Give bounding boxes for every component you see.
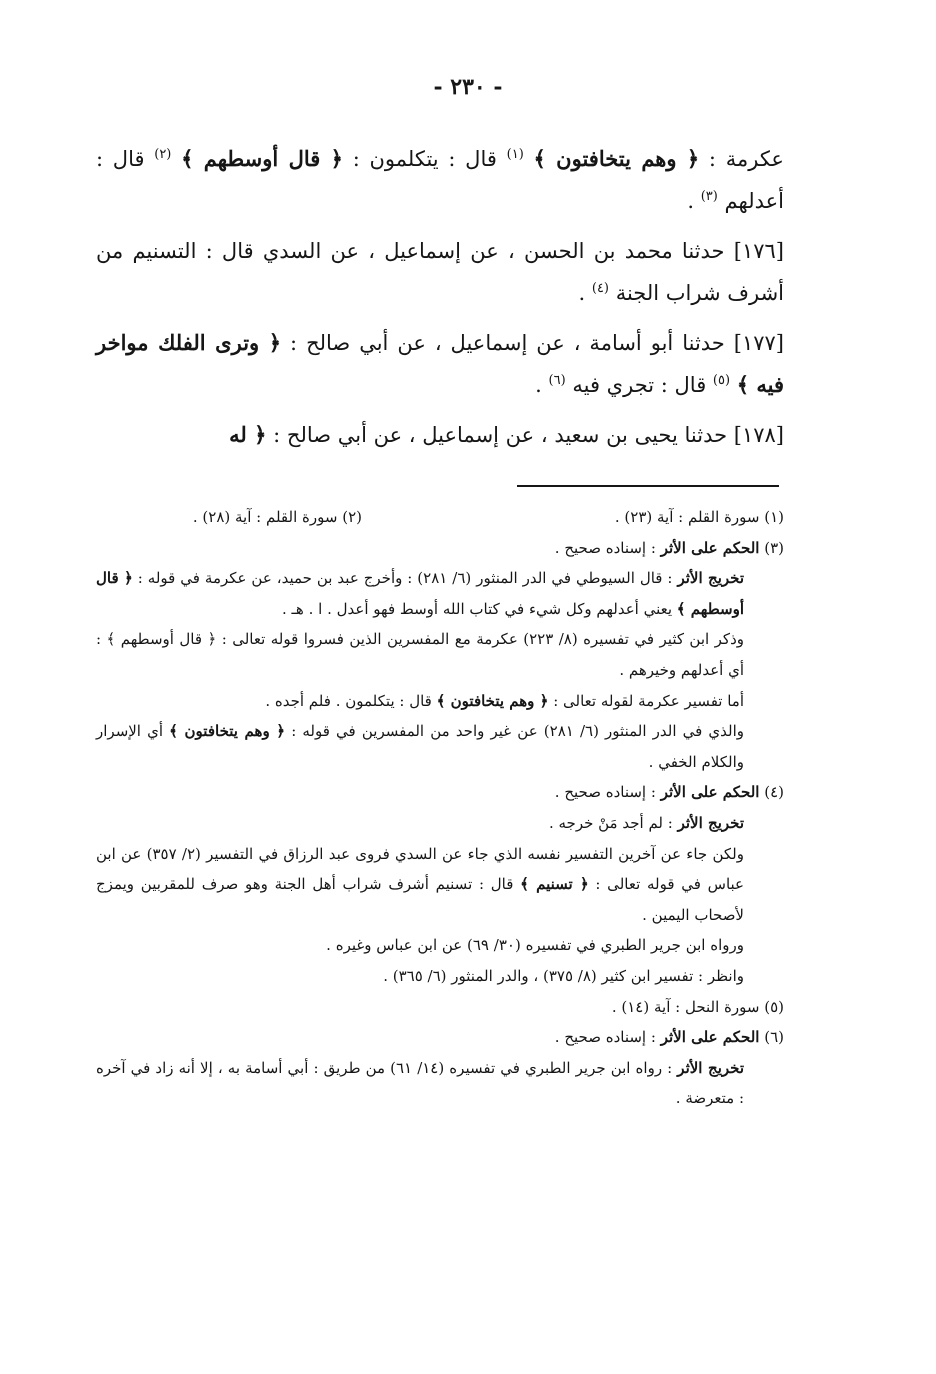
footnote-6-hukm [96, 1022, 784, 1053]
text: يعني أعدلهم وكل شيء في كتاب الله أوسط فهو أعدل . ا . هـ . [282, 599, 673, 618]
footnote-ref: (٦) [548, 373, 566, 388]
footnote-3-takhrij [96, 563, 784, 624]
quran-quote: ﴿ قال أوسطهم ﴾ [96, 569, 744, 618]
footnote-4-lakin [96, 839, 784, 931]
footnote-3-hukm [96, 533, 784, 564]
quran-quote: ﴿ وهم يتخافتون ﴾ [533, 146, 700, 171]
quran-quote: ﴿ وهم يتخافتون ﴾ [169, 722, 286, 741]
text: [١٧٨] حدثنا يحيى بن سعيد ، عن إسماعيل ، عن أبي صالح : [273, 423, 784, 447]
quran-quote: ﴿ وهم يتخافتون ﴾ [436, 691, 549, 710]
text: : قال السيوطي في الدر المنثور (٦/ ٢٨١) : وأخرج عبد بن حميد، عن عكرمة في قوله : [137, 569, 673, 588]
main-text [96, 138, 784, 464]
takhrij-label: تخريج الأثر [677, 813, 744, 832]
text: أما تفسير عكرمة لقوله تعالى : [553, 691, 744, 710]
footnote-4-tabari: ورواه ابن جرير الطبري في تفسيره (٣٠/ ٦٩) عن ابن عباس وغيره . [326, 936, 744, 955]
hukm-label: الحكم على الأثر [660, 538, 760, 557]
text: قال : يتكلمون : [352, 147, 497, 171]
text: قال : يتكلمون . فلم أجده . [265, 691, 432, 710]
footnote-3-alladhi [96, 716, 784, 777]
footnotes [96, 502, 784, 1114]
footnote-4-takhrij [96, 808, 784, 839]
text: قال : تسنيم أشرف شراب أهل الجنة وهو صرف للمقربين ويمزج لأصحاب اليمين . [96, 875, 744, 924]
text: : إسناده صحيح . [554, 538, 656, 557]
text: . [687, 189, 695, 213]
text: : أي أعدلهم وخيرهم . [96, 630, 744, 679]
footnote-ref: (٥) [712, 373, 731, 388]
footnote-separator [517, 485, 779, 487]
text: : رواه ابن جرير الطبري في تفسيره (١٤/ ٦١) من طريق : أبي أسامة به ، إلا أنه زاد في آخره : متعرضة . [96, 1058, 744, 1108]
text: : لم أجد مَنْ خرجه . [548, 813, 673, 832]
hukm-label: الحكم على الأثر [660, 783, 760, 802]
footnote-ref: (١) [506, 147, 524, 162]
hukm-label: الحكم على الأثر [660, 1028, 760, 1047]
quran-quote: ﴿ له [229, 422, 267, 447]
footnote-number: (٤) [764, 783, 784, 802]
footnote-4-unzur: وانظر : تفسير ابن كثير (٨/ ٣٧٥) ، والدر المنثور (٦/ ٣٦٥) . [383, 966, 744, 985]
text: وذكر ابن كثير في تفسيره (٨/ ٢٢٣) عكرمة مع المفسرين الذين فسروا قوله تعالى : [221, 630, 744, 649]
footnote-1: (١) سورة القلم : آية (٢٣) . [614, 508, 784, 526]
quran-quote: ﴿ قال أوسطهم ﴾ [181, 146, 343, 171]
footnote-2: (٢) سورة القلم : آية (٢٨) . [192, 508, 362, 526]
text: [١٧٦] حدثنا محمد بن الحسن ، عن إسماعيل ، عن السدي قال : التسنيم من أشرف شراب الجنة [96, 239, 784, 305]
footnote-3-amma [96, 686, 784, 717]
text: قال : أعدلهم [96, 147, 784, 213]
paragraph-ikrima [96, 138, 784, 222]
narration-176 [96, 230, 784, 314]
takhrij-label: تخريج الأثر [677, 569, 745, 588]
footnote-number: (٦) [764, 1028, 784, 1047]
text: قال : تجري فيه [572, 373, 707, 397]
footnotes-1-2 [96, 502, 784, 533]
quran-quote: ﴿ قال أوسطهم ﴾ [106, 630, 217, 649]
text: والذي في الدر المنثور (٦/ ٢٨١) عن غير واحد من المفسرين في قوله : [291, 722, 745, 741]
text: عكرمة : [708, 147, 784, 171]
text: ولكن جاء عن آخرين التفسير نفسه الذي جاء عن السدي فروى عبد الرزاق في التفسير (٢/ ٣٥٧) عن ابن عباس في قوله تعالى : [96, 844, 744, 894]
text: . [578, 281, 586, 305]
footnote-ref: (٤) [591, 281, 609, 296]
footnote-number: (٣) [764, 538, 784, 557]
text: [١٧٧] حدثنا أبو أسامة ، عن إسماعيل ، عن أبي صالح : [290, 331, 784, 355]
page-number: - ٢٣٠ - [433, 74, 503, 100]
footnote-6-takhrij [96, 1053, 784, 1114]
footnote-4-hukm [96, 777, 784, 808]
text: أي الإسرار والكلام الخفي . [96, 722, 744, 771]
footnote-5: (٥) سورة النحل : آية (١٤) . [611, 997, 784, 1016]
footnote-ref: (٢) [154, 147, 172, 162]
quran-quote: ﴿ وترى الفلك مواخر فيه ﴾ [96, 330, 784, 397]
takhrij-label: تخريج الأثر [677, 1058, 744, 1077]
text: : إسناده صحيح . [554, 1028, 656, 1047]
footnote-3-ibn-kathir [96, 624, 784, 685]
narration-177 [96, 322, 784, 406]
text: : إسناده صحيح . [554, 783, 656, 802]
quran-quote: ﴿ تسنيم ﴾ [520, 875, 589, 894]
text: . [535, 373, 542, 397]
narration-178 [96, 414, 784, 456]
footnote-ref: (٣) [700, 189, 718, 204]
